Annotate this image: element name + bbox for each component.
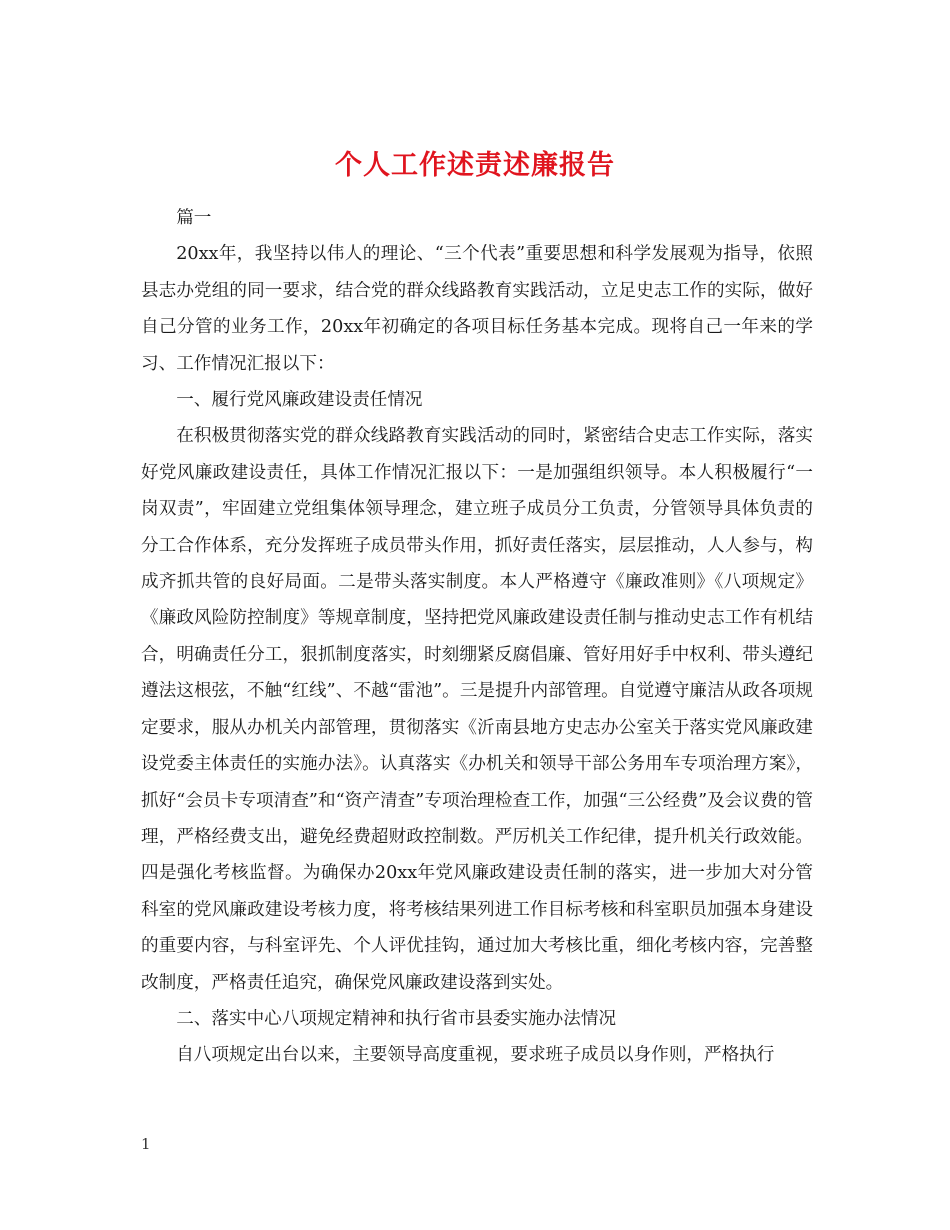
section-1-paragraph: 在积极贯彻落实党的群众线路教育实践活动的同时，紧密结合史志工作实际，落实好党风廉政建设责任，具体工作情况汇报以下：一是加强组织领导。本人积极履行“一岗双责”，牢固建立党组集体领导理念，建立班子成员分工负责，分管领导具体负责的分工合作体系，充分发挥班子成员带头作用，抓好责任落实，层层推动，人人参与，构成齐抓共管的良好局面。二是带头落实制度。本人严格遵守《廉政准则》《八项规定》《廉政风险防控制度》等规章制度，坚持把党风廉政建设责任制与推动史志工作有机结合，明确责任分工，狠抓制度落实，时刻绷紧反腐倡廉、管好用好手中权利、带头遵纪遵法这根弦，不触“红线”、不越“雷池”。三是提升内部管理。自觉遵守廉洁从政各项规定要求，服从办机关内部管理，贯彻落实《沂南县地方史志办公室关于落实党风廉政建设党委主体责任的实施办法》。认真落实《办机关和领导干部公务用车专项治理方案》，抓好“会员卡专项清查”和“资产清查”专项治理检查工作，加强“三公经费”及会议费的管理，严格经费支出，避免经费超财政控制数。严厉机关工作纪律，提升机关行政效能。四是强化考核监督。为确保办20xx年党风廉政建设责任制的落实，进一步加大对分管科室的党风廉政建设考核力度，将考核结果列进工作目标考核和科室职员加强本身建设的重要内容，与科室评先、个人评优挂钩，通过加大考核比重，细化考核内容，完善整改制度，严格责任追究，确保党风廉政建设落到实处。: [141, 426, 813, 993]
section-heading-2: 二、落实中心八项规定精神和执行省市县委实施办法情况: [176, 1008, 617, 1029]
section-heading-1: 一、履行党风廉政建设责任情况: [176, 390, 423, 411]
intro-paragraph: 20xx年，我坚持以伟人的理论、“三个代表”重要思想和科学发展观为指导，依照县志办党组的同一要求，结合党的群众线路教育实践活动，立足史志工作的实际，做好自己分管的业务工作，20xx年初确定的各项目标任务基本完成。现将自己一年来的学习、工作情况汇报以下：: [141, 244, 813, 374]
page-number: 1: [141, 1135, 151, 1153]
document-body: [141, 200, 813, 1074]
section-label: 篇一: [176, 208, 212, 228]
document-title: 个人工作述责述廉报告: [335, 150, 615, 182]
section-2-paragraph: 自八项规定出台以来，主要领导高度重视，要求班子成员以身作则，严格执行: [176, 1045, 775, 1066]
